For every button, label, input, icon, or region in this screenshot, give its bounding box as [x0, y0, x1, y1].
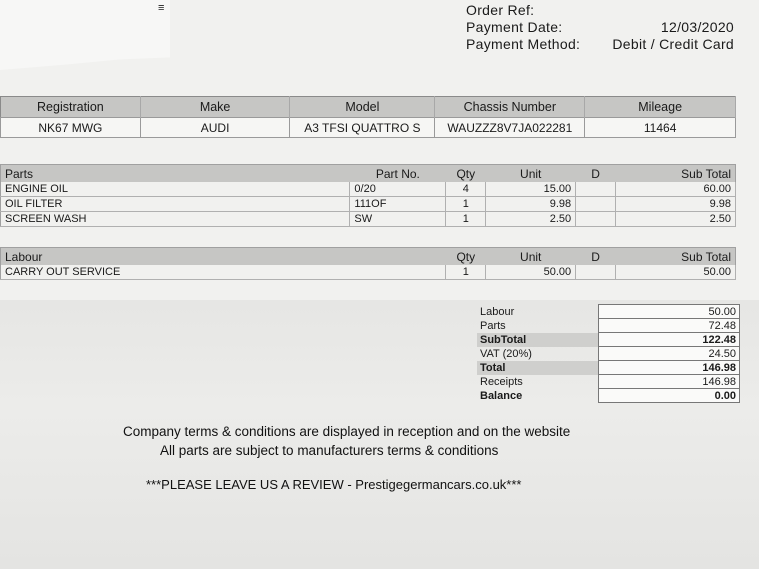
vehicle-col-make: Make [140, 97, 290, 118]
payment-date-value: 12/03/2020 [660, 19, 734, 35]
payment-method-label: Payment Method: [466, 36, 581, 52]
torn-paper-corner [0, 0, 170, 70]
vehicle-col-model: Model [290, 97, 435, 118]
labour-d [576, 265, 616, 280]
payment-method-value: Debit / Credit Card [612, 36, 734, 52]
vehicle-col-registration: Registration [1, 97, 141, 118]
labour-subtotal: 50.00 [616, 265, 736, 280]
parts-table [0, 164, 736, 227]
part-qty: 4 [446, 182, 486, 197]
payment-date-label: Payment Date: [466, 19, 563, 35]
part-desc: OIL FILTER [1, 197, 350, 212]
totals-receipts-value: 146.98 [599, 375, 740, 389]
vehicle-col-chassis: Chassis Number [435, 97, 585, 118]
labour-desc: CARRY OUT SERVICE [1, 265, 446, 280]
part-desc: ENGINE OIL [1, 182, 350, 197]
part-qty: 1 [446, 197, 486, 212]
totals-subtotal-value: 122.48 [599, 333, 740, 347]
labour-table [0, 247, 736, 280]
totals-balance-value: 0.00 [599, 389, 740, 403]
labour-heading: Labour [1, 248, 446, 266]
totals-table [477, 304, 740, 403]
part-d [576, 182, 616, 197]
labour-col-subtotal: Sub Total [616, 248, 736, 266]
parts-col-partno: Part No. [350, 165, 446, 183]
table-row [1, 265, 736, 280]
totals-labour-label: Labour [480, 305, 515, 318]
review-request: ***PLEASE LEAVE US A REVIEW - Prestigegermancars.co.uk*** [146, 477, 522, 492]
part-no: SW [350, 212, 446, 227]
totals-labour-value: 50.00 [599, 305, 740, 319]
vehicle-table [0, 96, 736, 138]
terms-line-2: All parts are subject to manufacturers terms & conditions [160, 443, 499, 458]
labour-qty: 1 [446, 265, 486, 280]
totals-vat-value: 24.50 [599, 347, 740, 361]
totals-vat-label: VAT (20%) [480, 347, 532, 360]
margin-mark: ≡ [158, 2, 165, 14]
order-ref-row [466, 2, 734, 19]
part-subtotal: 2.50 [616, 212, 736, 227]
parts-col-qty: Qty [446, 165, 486, 183]
vehicle-chassis: WAUZZZ8V7JA022281 [435, 118, 585, 138]
part-qty: 1 [446, 212, 486, 227]
totals-row [477, 375, 740, 389]
totals-balance-label: Balance [480, 389, 523, 402]
table-row [1, 197, 736, 212]
totals-row [477, 389, 740, 403]
parts-col-subtotal: Sub Total [616, 165, 736, 183]
vehicle-model: A3 TFSI QUATTRO S [290, 118, 435, 138]
part-no: 0/20 [350, 182, 446, 197]
payment-date-row [466, 19, 734, 36]
part-unit: 2.50 [486, 212, 576, 227]
part-subtotal: 9.98 [616, 197, 736, 212]
labour-col-qty: Qty [446, 248, 486, 266]
totals-parts-label: Parts [480, 319, 506, 332]
part-desc: SCREEN WASH [1, 212, 350, 227]
totals-subtotal-label: SubTotal [477, 333, 599, 347]
vehicle-make: AUDI [140, 118, 290, 138]
totals-row [477, 347, 740, 361]
totals-row [477, 361, 740, 375]
parts-col-d: D [576, 165, 616, 183]
vehicle-value-row [1, 118, 736, 138]
order-ref-label: Order Ref: [466, 2, 535, 18]
order-info [466, 2, 734, 53]
totals-receipts-label: Receipts [480, 375, 523, 388]
terms-line-1: Company terms & conditions are displayed in reception and on the website [123, 424, 571, 439]
part-d [576, 212, 616, 227]
totals-row [477, 319, 740, 333]
labour-col-unit: Unit [486, 248, 576, 266]
vehicle-mileage: 11464 [585, 118, 736, 138]
parts-heading: Parts [1, 165, 350, 183]
payment-method-row [466, 36, 734, 53]
totals-row [477, 333, 740, 347]
vehicle-header-row [1, 97, 736, 118]
part-no: 111OF [350, 197, 446, 212]
part-d [576, 197, 616, 212]
table-row [1, 212, 736, 227]
totals-parts-value: 72.48 [599, 319, 740, 333]
parts-col-unit: Unit [486, 165, 576, 183]
totals-total-value: 146.98 [599, 361, 740, 375]
vehicle-registration: NK67 MWG [1, 118, 141, 138]
part-unit: 15.00 [486, 182, 576, 197]
part-unit: 9.98 [486, 197, 576, 212]
totals-total-label: Total [477, 361, 599, 375]
labour-unit: 50.00 [486, 265, 576, 280]
parts-header-row [1, 165, 736, 183]
labour-header-row [1, 248, 736, 266]
totals-row [477, 305, 740, 319]
vehicle-col-mileage: Mileage [585, 97, 736, 118]
part-subtotal: 60.00 [616, 182, 736, 197]
labour-col-d: D [576, 248, 616, 266]
table-row [1, 182, 736, 197]
